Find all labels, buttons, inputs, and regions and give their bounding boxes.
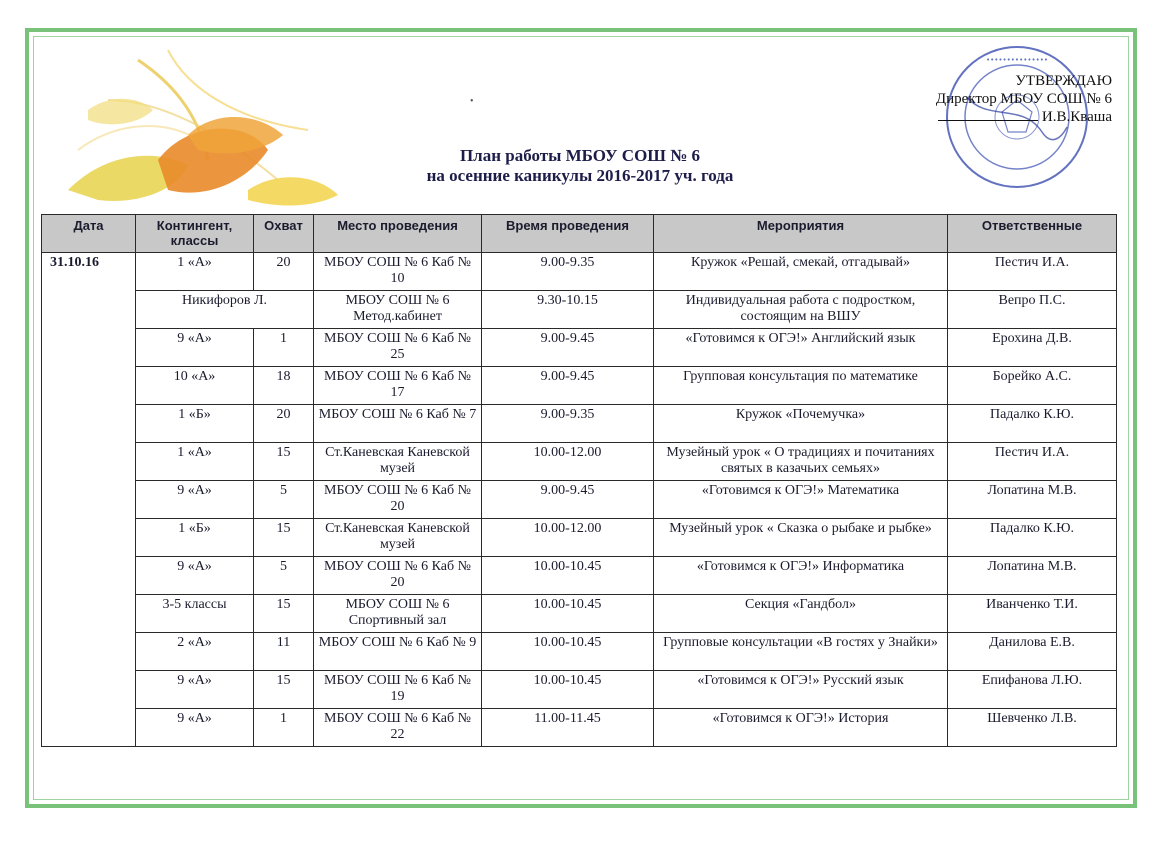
group-cell: 1 «Б» bbox=[136, 519, 254, 557]
place-cell: МБОУ СОШ № 6 Каб № 20 bbox=[314, 557, 482, 595]
count-cell: 1 bbox=[254, 709, 314, 747]
place-cell: МБОУ СОШ № 6 Метод.кабинет bbox=[314, 291, 482, 329]
place-cell: МБОУ СОШ № 6 Каб № 25 bbox=[314, 329, 482, 367]
header-cell: Ответственные bbox=[948, 215, 1117, 253]
responsible-cell: Пестич И.А. bbox=[948, 253, 1117, 291]
count-cell: 15 bbox=[254, 671, 314, 709]
header-cell: Контингент, классы bbox=[136, 215, 254, 253]
title-line-1: План работы МБОУ СОШ № 6 bbox=[459, 146, 701, 165]
group-cell: 9 «А» bbox=[136, 709, 254, 747]
table-row bbox=[42, 633, 1117, 671]
header-cell: Мероприятия bbox=[654, 215, 948, 253]
approval-position: Директор МБОУ СОШ № 6 bbox=[935, 91, 1112, 107]
time-cell: 9.30-10.15 bbox=[482, 291, 654, 329]
count-cell: 15 bbox=[254, 443, 314, 481]
table-row bbox=[42, 291, 1117, 329]
table-header-row bbox=[42, 215, 1117, 253]
table-row bbox=[42, 329, 1117, 367]
group-cell: 9 «А» bbox=[136, 481, 254, 519]
event-cell: Кружок «Решай, смекай, отгадывай» bbox=[654, 253, 948, 291]
table-row bbox=[42, 557, 1117, 595]
approval-signature-line bbox=[936, 108, 1112, 126]
event-cell: Групповые консультации «В гостях у Знайки» bbox=[654, 633, 948, 671]
responsible-cell: Лопатина М.В. bbox=[948, 481, 1117, 519]
plan-table bbox=[41, 214, 1117, 747]
approval-block bbox=[936, 72, 1112, 126]
table-row bbox=[42, 481, 1117, 519]
time-cell: 10.00-10.45 bbox=[482, 557, 654, 595]
header-cell: Охват bbox=[254, 215, 314, 253]
responsible-cell: Ерохина Д.В. bbox=[948, 329, 1117, 367]
time-cell: 10.00-12.00 bbox=[482, 443, 654, 481]
count-cell: 11 bbox=[254, 633, 314, 671]
group-cell: 1 «А» bbox=[136, 443, 254, 481]
responsible-cell: Падалко К.Ю. bbox=[948, 519, 1117, 557]
table-row bbox=[42, 443, 1117, 481]
place-cell: МБОУ СОШ № 6 Каб № 9 bbox=[314, 633, 482, 671]
time-cell: 9.00-9.45 bbox=[482, 481, 654, 519]
place-cell: МБОУ СОШ № 6 Каб № 7 bbox=[314, 405, 482, 443]
event-cell: «Готовимся к ОГЭ!» Математика bbox=[654, 481, 948, 519]
group-cell: 9 «А» bbox=[136, 557, 254, 595]
time-cell: 9.00-9.45 bbox=[482, 367, 654, 405]
header-cell: Время проведения bbox=[482, 215, 654, 253]
place-cell: МБОУ СОШ № 6 Каб № 17 bbox=[314, 367, 482, 405]
group-cell: Никифоров Л. bbox=[136, 291, 314, 329]
time-cell: 9.00-9.35 bbox=[482, 253, 654, 291]
responsible-cell: Данилова Е.В. bbox=[948, 633, 1117, 671]
count-cell: 15 bbox=[254, 519, 314, 557]
date-cell: 31.10.16 bbox=[42, 253, 136, 747]
responsible-cell: Вепро П.С. bbox=[948, 291, 1117, 329]
count-cell: 5 bbox=[254, 481, 314, 519]
group-cell: 3-5 классы bbox=[136, 595, 254, 633]
place-cell: МБОУ СОШ № 6 Спортивный зал bbox=[314, 595, 482, 633]
time-cell: 10.00-10.45 bbox=[482, 671, 654, 709]
table-row bbox=[42, 709, 1117, 747]
time-cell: 9.00-9.35 bbox=[482, 405, 654, 443]
group-cell: 9 «А» bbox=[136, 329, 254, 367]
responsible-cell: Епифанова Л.Ю. bbox=[948, 671, 1117, 709]
place-cell: МБОУ СОШ № 6 Каб № 22 bbox=[314, 709, 482, 747]
table-row bbox=[42, 595, 1117, 633]
count-cell: 15 bbox=[254, 595, 314, 633]
event-cell: «Готовимся к ОГЭ!» Информатика bbox=[654, 557, 948, 595]
group-cell: 10 «А» bbox=[136, 367, 254, 405]
event-cell: «Готовимся к ОГЭ!» Английский язык bbox=[654, 329, 948, 367]
time-cell: 10.00-10.45 bbox=[482, 633, 654, 671]
responsible-cell: Лопатина М.В. bbox=[948, 557, 1117, 595]
time-cell: 9.00-9.45 bbox=[482, 329, 654, 367]
table-row bbox=[42, 367, 1117, 405]
event-cell: Индивидуальная работа с подростком, состоящим на ВШУ bbox=[654, 291, 948, 329]
group-cell: 9 «А» bbox=[136, 671, 254, 709]
count-cell: 18 bbox=[254, 367, 314, 405]
table-body bbox=[42, 253, 1117, 747]
event-cell: Групповая консультация по математике bbox=[654, 367, 948, 405]
time-cell: 10.00-12.00 bbox=[482, 519, 654, 557]
scan-speck: • bbox=[470, 96, 474, 107]
table-row bbox=[42, 671, 1117, 709]
table-row bbox=[42, 253, 1117, 291]
responsible-cell: Борейко А.С. bbox=[948, 367, 1117, 405]
group-cell: 2 «А» bbox=[136, 633, 254, 671]
responsible-cell: Падалко К.Ю. bbox=[948, 405, 1117, 443]
count-cell: 20 bbox=[254, 405, 314, 443]
event-cell: Секция «Гандбол» bbox=[654, 595, 948, 633]
count-cell: 1 bbox=[254, 329, 314, 367]
event-cell: Кружок «Почемучка» bbox=[654, 405, 948, 443]
time-cell: 11.00-11.45 bbox=[482, 709, 654, 747]
page-title bbox=[330, 146, 830, 186]
table-row bbox=[42, 405, 1117, 443]
count-cell: 20 bbox=[254, 253, 314, 291]
count-cell: 5 bbox=[254, 557, 314, 595]
responsible-cell: Пестич И.А. bbox=[948, 443, 1117, 481]
responsible-cell: Иванченко Т.И. bbox=[948, 595, 1117, 633]
approval-heading: УТВЕРЖДАЮ bbox=[1015, 73, 1112, 89]
header-cell: Место проведения bbox=[314, 215, 482, 253]
place-cell: Ст.Каневская Каневской музей bbox=[314, 443, 482, 481]
header-cell: Дата bbox=[42, 215, 136, 253]
svg-text:•••••••••••••••: ••••••••••••••• bbox=[986, 56, 1048, 64]
event-cell: Музейный урок « О традициях и почитаниях святых в казачьих семьях» bbox=[654, 443, 948, 481]
signature-blank bbox=[938, 120, 1038, 121]
group-cell: 1 «А» bbox=[136, 253, 254, 291]
responsible-cell: Шевченко Л.В. bbox=[948, 709, 1117, 747]
event-cell: Музейный урок « Сказка о рыбаке и рыбке» bbox=[654, 519, 948, 557]
group-cell: 1 «Б» bbox=[136, 405, 254, 443]
table-row bbox=[42, 519, 1117, 557]
event-cell: «Готовимся к ОГЭ!» Русский язык bbox=[654, 671, 948, 709]
place-cell: Ст.Каневская Каневской музей bbox=[314, 519, 482, 557]
title-line-2: на осенние каникулы 2016-2017 уч. года bbox=[426, 166, 734, 185]
place-cell: МБОУ СОШ № 6 Каб № 10 bbox=[314, 253, 482, 291]
event-cell: «Готовимся к ОГЭ!» История bbox=[654, 709, 948, 747]
time-cell: 10.00-10.45 bbox=[482, 595, 654, 633]
approval-name: И.В.Кваша bbox=[1041, 109, 1112, 125]
autumn-leaves-decoration bbox=[48, 40, 348, 210]
place-cell: МБОУ СОШ № 6 Каб № 20 bbox=[314, 481, 482, 519]
place-cell: МБОУ СОШ № 6 Каб № 19 bbox=[314, 671, 482, 709]
